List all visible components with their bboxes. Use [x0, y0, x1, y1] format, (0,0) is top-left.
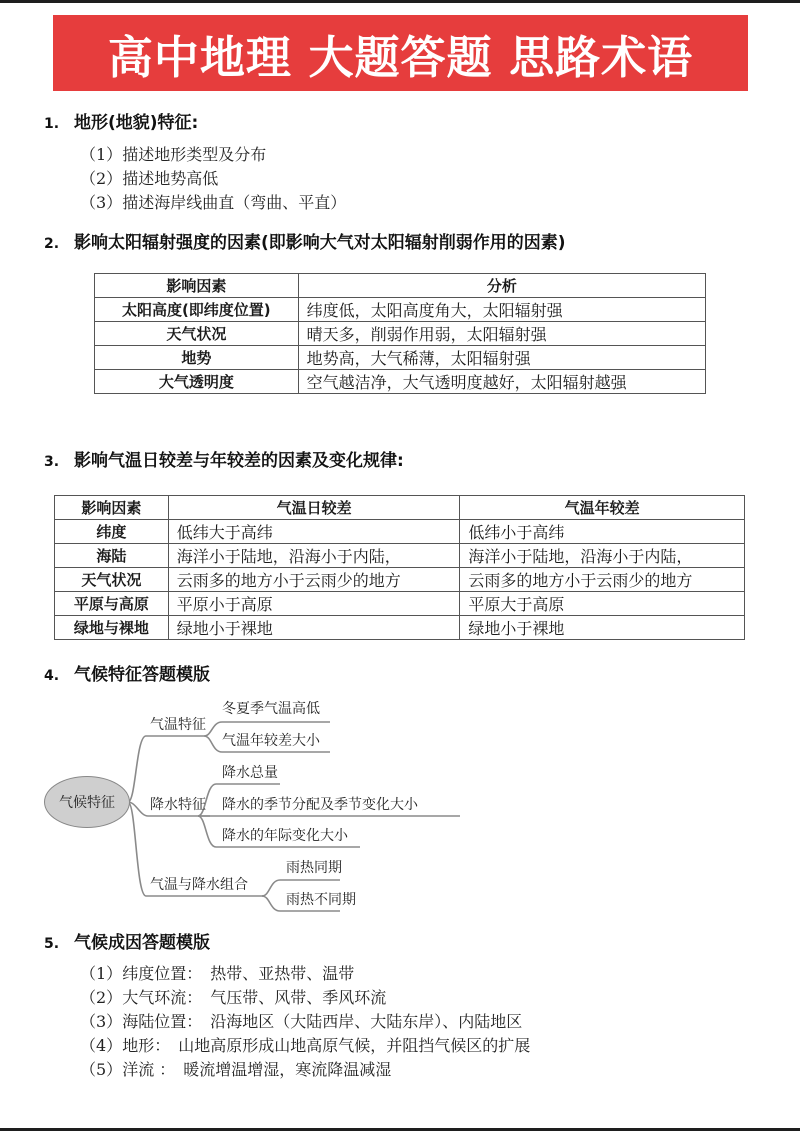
section-3-heading — [44, 446, 404, 471]
list-item — [80, 167, 346, 191]
section-title: 地形(地貌)特征: — [74, 113, 199, 133]
table-row — [55, 520, 745, 544]
section-2-heading — [44, 228, 566, 253]
item-text: 描述地势高低 — [122, 169, 219, 188]
section-5-heading — [44, 928, 210, 953]
section-title: 气候成因答题模版 — [74, 933, 210, 953]
section-title: 气候特征答题模版 — [74, 665, 210, 685]
table-row — [55, 568, 745, 592]
factor-cell: 地势 — [95, 346, 299, 370]
leaf-node: 降水的季节分配及季节变化大小 — [222, 797, 418, 813]
list-item — [80, 1010, 530, 1034]
item-index: （1） — [80, 145, 123, 164]
temperature-range-table — [54, 495, 745, 640]
leaf-node: 冬夏季气温高低 — [222, 701, 320, 717]
annual-range-cell: 平原大于高原 — [460, 592, 745, 616]
factor-cell: 纬度 — [55, 520, 169, 544]
table-header-row — [55, 496, 745, 520]
table-row — [95, 370, 706, 394]
analysis-cell: 地势高，大气稀薄，太阳辐射强 — [298, 346, 705, 370]
item-text: 气压带、风带、季风环流 — [210, 988, 387, 1007]
section-number: 1. — [44, 116, 60, 132]
section-number: 3. — [44, 454, 60, 470]
table-row — [55, 616, 745, 640]
list-item — [80, 962, 530, 986]
factor-cell: 大气透明度 — [95, 370, 299, 394]
section-number: 5. — [44, 936, 60, 952]
section-4-heading — [44, 660, 210, 685]
annual-range-cell: 低纬小于高纬 — [460, 520, 745, 544]
leaf-node: 气温年较差大小 — [222, 733, 320, 749]
section-number: 4. — [44, 668, 60, 684]
table-header-row — [95, 274, 706, 298]
section-5-list — [80, 962, 530, 1082]
daily-range-cell: 绿地小于裸地 — [168, 616, 460, 640]
factor-cell: 平原与高原 — [55, 592, 169, 616]
item-index: （4） — [80, 1036, 123, 1055]
list-item — [80, 143, 346, 167]
section-title: 影响太阳辐射强度的因素(即影响大气对太阳辐射削弱作用的因素) — [74, 233, 566, 253]
item-index: （2） — [80, 988, 123, 1007]
table-row — [95, 298, 706, 322]
daily-range-cell: 海洋小于陆地，沿海小于内陆， — [168, 544, 460, 568]
factor-cell: 海陆 — [55, 544, 169, 568]
section-1-heading — [44, 108, 198, 133]
item-text: 暖流增温增湿，寒流降温减湿 — [183, 1060, 392, 1079]
table-row — [55, 592, 745, 616]
list-item — [80, 986, 530, 1010]
leaf-node: 雨热不同期 — [286, 892, 356, 908]
column-header: 气温日较差 — [168, 496, 460, 520]
item-text: 描述海岸线曲直（弯曲、平直） — [122, 193, 347, 212]
item-index: （3） — [80, 193, 123, 212]
factor-cell: 天气状况 — [95, 322, 299, 346]
list-item — [80, 191, 346, 215]
leaf-node: 雨热同期 — [286, 860, 342, 876]
leaf-node: 降水的年际变化大小 — [222, 828, 348, 844]
climate-features-mindmap — [40, 690, 480, 920]
branch-precipitation: 降水特征 — [150, 797, 206, 813]
analysis-cell: 晴天多，削弱作用弱，太阳辐射强 — [298, 322, 705, 346]
factor-cell: 太阳高度(即纬度位置) — [95, 298, 299, 322]
top-border — [0, 0, 800, 3]
list-item — [80, 1034, 530, 1058]
daily-range-cell: 云雨多的地方小于云雨少的地方 — [168, 568, 460, 592]
list-item — [80, 1058, 530, 1082]
item-index: （1） — [80, 964, 123, 983]
item-label: 纬度位置： — [122, 964, 203, 983]
mindmap-root-node: 气候特征 — [44, 776, 130, 828]
analysis-cell: 纬度低，太阳高度角大，太阳辐射强 — [298, 298, 705, 322]
table-row — [55, 544, 745, 568]
annual-range-cell: 云雨多的地方小于云雨少的地方 — [460, 568, 745, 592]
column-header: 气温年较差 — [460, 496, 745, 520]
daily-range-cell: 低纬大于高纬 — [168, 520, 460, 544]
item-text: 热带、亚热带、温带 — [210, 964, 355, 983]
item-text: 描述地形类型及分布 — [122, 145, 267, 164]
section-1-list — [80, 143, 346, 215]
item-index: （3） — [80, 1012, 123, 1031]
annual-range-cell: 海洋小于陆地，沿海小于内陆， — [460, 544, 745, 568]
item-index: （2） — [80, 169, 123, 188]
solar-radiation-table — [94, 273, 706, 394]
section-number: 2. — [44, 236, 60, 252]
item-label: 洋流 ： — [122, 1060, 176, 1079]
factor-cell: 天气状况 — [55, 568, 169, 592]
annual-range-cell: 绿地小于裸地 — [460, 616, 745, 640]
table-row — [95, 322, 706, 346]
table-row — [95, 346, 706, 370]
leaf-node: 降水总量 — [222, 765, 278, 781]
factor-cell: 绿地与裸地 — [55, 616, 169, 640]
page-title: 高中地理 大题答题 思路术语 — [107, 30, 694, 84]
item-text: 山地高原形成山地高原气候，并阻挡气候区的扩展 — [178, 1036, 531, 1055]
column-header: 影响因素 — [95, 274, 299, 298]
branch-temperature: 气温特征 — [150, 717, 206, 733]
item-text: 沿海地区（大陆西岸、大陆东岸）、内陆地区 — [210, 1012, 523, 1031]
item-label: 海陆位置： — [122, 1012, 203, 1031]
item-index: （5） — [80, 1060, 123, 1079]
branch-combination: 气温与降水组合 — [150, 877, 248, 893]
column-header: 影响因素 — [55, 496, 169, 520]
daily-range-cell: 平原小于高原 — [168, 592, 460, 616]
title-banner — [53, 15, 748, 91]
column-header: 分析 — [298, 274, 705, 298]
item-label: 大气环流： — [122, 988, 203, 1007]
section-title: 影响气温日较差与年较差的因素及变化规律: — [74, 451, 404, 471]
analysis-cell: 空气越洁净，大气透明度越好，太阳辐射越强 — [298, 370, 705, 394]
item-label: 地形： — [122, 1036, 171, 1055]
